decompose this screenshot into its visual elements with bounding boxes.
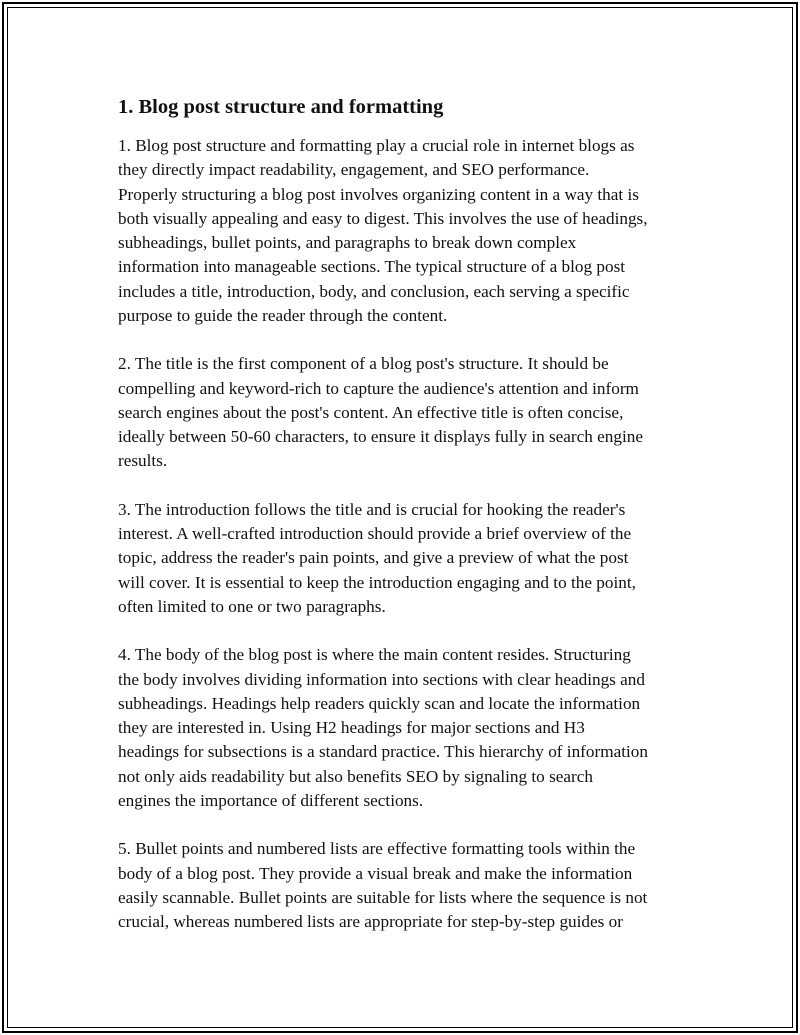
paragraph-5 [118, 837, 698, 934]
document-title: 1. Blog post structure and formatting [118, 96, 444, 118]
paragraph-line: 3. The introduction follows the title and is crucial for hooking the reader's [118, 499, 626, 519]
paragraph-line: Properly structuring a blog post involves organizing content in a way that is [118, 184, 639, 204]
paragraph-line: not only aids readability but also benefits SEO by signaling to search [118, 766, 593, 786]
paragraph-line: 1. Blog post structure and formatting play a crucial role in internet blogs as [118, 136, 635, 155]
paragraph-line: often limited to one or two paragraphs. [118, 596, 386, 616]
paragraph-line: 5. Bullet points and numbered lists are effective formatting tools within the [118, 839, 636, 859]
paragraph-line: subheadings, bullet points, and paragraphs to break down complex [118, 233, 577, 252]
paragraph-line: results. [118, 451, 168, 471]
paragraph-line: headings for subsections is a standard practice. This hierarchy of information [118, 742, 648, 762]
paragraph-line: includes a title, introduction, body, and conclusion, each serving a specific [118, 281, 630, 301]
paragraph-line: will cover. It is essential to keep the introduction engaging and to the point, [118, 572, 636, 592]
paragraph-line: both visually appealing and easy to digest. This involves the use of headings, [118, 208, 648, 228]
paragraph-line: body of a blog post. They provide a visual break and make the information [118, 863, 633, 883]
paragraph-line: topic, address the reader's pain points, and give a preview of what the post [118, 548, 629, 568]
paragraph-line: they are interested in. Using H2 headings for major sections and H3 [118, 718, 585, 737]
paragraph-1 [118, 134, 698, 328]
paragraph-2 [118, 352, 698, 473]
paragraph-line: engines the importance of different sections. [118, 790, 424, 810]
paragraph-line: subheadings. Headings help readers quickly scan and locate the information [118, 693, 641, 713]
paragraph-line: they directly impact readability, engagement, and SEO performance. [118, 160, 590, 180]
paragraph-line: purpose to guide the reader through the content. [118, 305, 448, 325]
paragraph-line: ideally between 50-60 characters, to ensure it displays fully in search engine [118, 427, 643, 446]
paragraph-line: search engines about the post's content. An effective title is often concise, [118, 402, 624, 422]
paragraph-line: the body involves dividing information into sections with clear headings and [118, 669, 645, 689]
paragraph-line: 2. The title is the first component of a blog post's structure. It should be [118, 354, 609, 374]
paragraph-3 [118, 498, 698, 619]
paragraph-line: crucial, whereas numbered lists are appropriate for step-by-step guides or [118, 912, 623, 931]
document-body [118, 93, 698, 934]
paragraph-line: interest. A well-crafted introduction should provide a brief overview of the [118, 524, 632, 543]
paragraph-line: information into manageable sections. The typical structure of a blog post [118, 257, 626, 277]
paragraph-4 [118, 643, 698, 813]
paragraph-line: 4. The body of the blog post is where the main content resides. Structuring [118, 645, 631, 665]
paragraph-line: compelling and keyword-rich to capture the audience's attention and inform [118, 378, 639, 398]
paragraph-line: easily scannable. Bullet points are suitable for lists where the sequence is not [118, 887, 648, 907]
